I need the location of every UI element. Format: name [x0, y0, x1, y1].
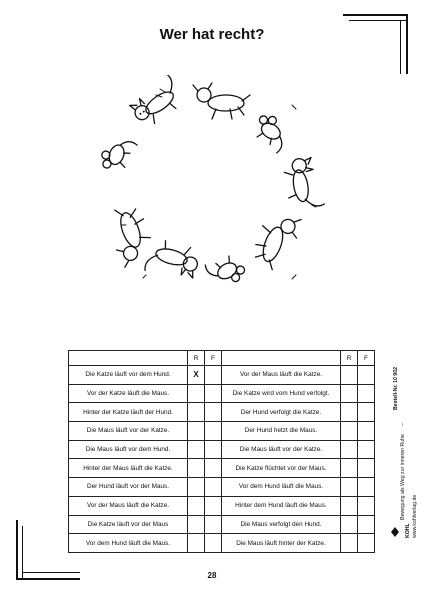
- statement-right: Die Maus läuft vor der Katze.: [222, 440, 341, 459]
- publisher-name: KOHL: [405, 523, 411, 538]
- dog-icon-right: [250, 208, 303, 274]
- mouse-icon-top-right: [249, 111, 293, 154]
- answer-left-f[interactable]: [205, 478, 222, 497]
- statement-left: Die Maus läuft vor dem Hund.: [69, 440, 188, 459]
- statement-left: Vor der Katze läuft die Maus.: [69, 384, 188, 403]
- answer-left-r[interactable]: [188, 496, 205, 515]
- statement-left: Hinter der Katze läuft der Hund.: [69, 403, 188, 422]
- answer-right-r[interactable]: [341, 459, 358, 478]
- cat-icon-top-left: [126, 75, 186, 130]
- table-row: [69, 384, 375, 403]
- header-right-r: R: [341, 351, 358, 366]
- statement-right: Vor dem Hund läuft die Maus.: [222, 478, 341, 497]
- table-row: [69, 496, 375, 515]
- answer-left-f[interactable]: [205, 459, 222, 478]
- animals-chasing-circle-icon: [96, 75, 336, 315]
- answer-left-r[interactable]: [188, 403, 205, 422]
- answer-left-f[interactable]: [205, 534, 222, 553]
- answer-left-f[interactable]: [205, 440, 222, 459]
- page-title: Wer hat recht?: [159, 26, 265, 43]
- statement-left: Die Katze läuft vor der Maus: [69, 515, 188, 534]
- answer-right-r[interactable]: [341, 496, 358, 515]
- statement-left: Die Katze läuft vor dem Hund.: [69, 366, 188, 385]
- answer-left-r[interactable]: X: [188, 366, 205, 385]
- answer-left-f[interactable]: [205, 384, 222, 403]
- answer-left-r[interactable]: [188, 478, 205, 497]
- order-number: Bestell-Nr. 10 902: [393, 367, 399, 410]
- table-header-row: [69, 351, 375, 366]
- statement-right: Die Katze wird vom Hund verfolgt.: [222, 384, 341, 403]
- answer-right-f[interactable]: [358, 534, 375, 553]
- table-row: [69, 459, 375, 478]
- page-number: 28: [207, 571, 217, 580]
- title-separator: –: [400, 423, 406, 426]
- table-row: [69, 515, 375, 534]
- answer-left-r[interactable]: [188, 515, 205, 534]
- header-right-f: F: [358, 351, 375, 366]
- corner-frame-top-right-h: [343, 14, 407, 16]
- header-left-r: R: [188, 351, 205, 366]
- answer-left-r[interactable]: [188, 459, 205, 478]
- corner-frame-top-right-v: [406, 14, 408, 74]
- answer-right-f[interactable]: [358, 515, 375, 534]
- book-title: Bewegung als Weg zur inneren Ruhe: [400, 434, 406, 520]
- answer-left-f[interactable]: [205, 403, 222, 422]
- answer-left-r[interactable]: [188, 440, 205, 459]
- table-row: [69, 478, 375, 497]
- answer-right-f[interactable]: [358, 478, 375, 497]
- answer-right-f[interactable]: [358, 422, 375, 441]
- answer-right-r[interactable]: [341, 403, 358, 422]
- answer-right-f[interactable]: [358, 459, 375, 478]
- publisher-sidebar: [393, 340, 423, 540]
- statement-right: Die Katze flüchtet vor der Maus.: [222, 459, 341, 478]
- statement-left: Der Hund läuft vor der Maus.: [69, 478, 188, 497]
- answer-right-f[interactable]: [358, 366, 375, 385]
- answer-left-f[interactable]: [205, 515, 222, 534]
- answer-right-r[interactable]: [341, 384, 358, 403]
- answer-left-f[interactable]: [205, 366, 222, 385]
- answer-left-f[interactable]: [205, 422, 222, 441]
- header-left-f: F: [205, 351, 222, 366]
- answer-right-f[interactable]: [358, 403, 375, 422]
- answer-right-r[interactable]: [341, 478, 358, 497]
- answer-right-r[interactable]: [341, 534, 358, 553]
- statement-right: Die Maus verfolgt den Hund.: [222, 515, 341, 534]
- table-row: [69, 440, 375, 459]
- answer-right-r[interactable]: [341, 440, 358, 459]
- answer-right-f[interactable]: [358, 440, 375, 459]
- mouse-icon-left: [98, 134, 138, 175]
- dog-icon-left: [104, 202, 157, 268]
- statement-left: Die Maus läuft vor der Katze.: [69, 422, 188, 441]
- answer-left-r[interactable]: [188, 422, 205, 441]
- motion-lines: [122, 89, 316, 279]
- header-right-statement: [222, 351, 341, 366]
- table-row: [69, 366, 375, 385]
- cat-icon-right: [282, 156, 324, 211]
- statement-right: Der Hund hetzt die Maus.: [222, 422, 341, 441]
- table-row: [69, 534, 375, 553]
- statement-right: Die Maus läuft hinter der Katze.: [222, 534, 341, 553]
- answer-left-r[interactable]: [188, 384, 205, 403]
- corner-frame-top-right-h2: [349, 20, 407, 21]
- mouse-icon-bottom: [204, 249, 248, 292]
- statement-right: Der Hund verfolgt die Katze.: [222, 403, 341, 422]
- dog-icon-top: [193, 83, 250, 119]
- answer-right-f[interactable]: [358, 496, 375, 515]
- cat-icon-bottom: [144, 237, 201, 283]
- publisher-logo-icon: [389, 526, 401, 538]
- statement-left: Vor der Maus läuft die Katze.: [69, 496, 188, 515]
- statement-left: Hinter der Maus läuft die Katze.: [69, 459, 188, 478]
- statement-table: [68, 350, 375, 553]
- answer-right-f[interactable]: [358, 384, 375, 403]
- publisher-site: www.kohlverlag.de: [412, 494, 418, 538]
- answer-right-r[interactable]: [341, 422, 358, 441]
- answer-right-r[interactable]: [341, 366, 358, 385]
- header-left-statement: [69, 351, 188, 366]
- statement-right: Vor der Maus läuft die Katze.: [222, 366, 341, 385]
- statement-left: Vor dem Hund läuft die Maus.: [69, 534, 188, 553]
- statement-right: Hinter dem Hund läuft die Maus.: [222, 496, 341, 515]
- answer-left-r[interactable]: [188, 534, 205, 553]
- answer-left-f[interactable]: [205, 496, 222, 515]
- table-row: [69, 403, 375, 422]
- table-row: [69, 422, 375, 441]
- answer-right-r[interactable]: [341, 515, 358, 534]
